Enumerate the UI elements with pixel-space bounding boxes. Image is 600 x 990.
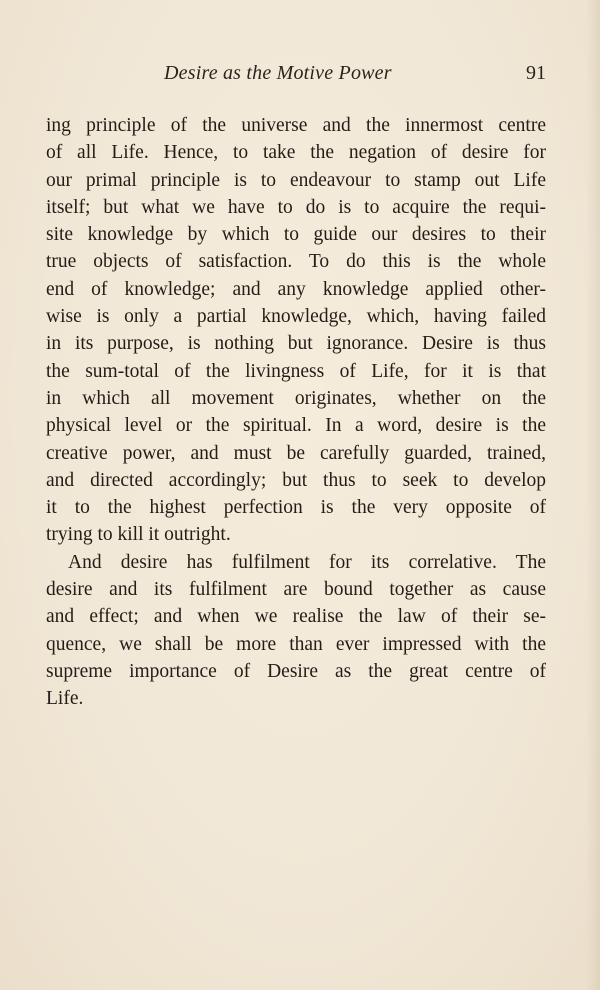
running-head	[46, 62, 546, 90]
page-edge-shadow	[586, 0, 600, 990]
text-line: quence, we shall be more than ever impressed with the	[46, 633, 546, 655]
text-line: the sum-total of the livingness of Life, for it is that	[46, 360, 546, 382]
text-line: of all Life. Hence, to take the negation of desire for	[46, 142, 546, 164]
text-line: wise is only a partial knowledge, which, having failed	[46, 306, 546, 328]
text-line: site knowledge by which to guide our desires to their	[46, 224, 546, 246]
text-line: in which all movement originates, whether on the	[46, 387, 546, 409]
page-number: 91	[526, 62, 546, 84]
text-line: itself; but what we have to do is to acquire the requi-	[46, 196, 546, 218]
text-line: ing principle of the universe and the innermost centre	[46, 115, 546, 136]
text-line: and effect; and when we realise the law of their se-	[46, 606, 546, 628]
text-line: creative power, and must be carefully guarded, trained,	[46, 442, 546, 464]
body-text	[46, 112, 546, 713]
paragraph-end-line: trying to kill it outright.	[46, 524, 231, 546]
text-line: desire and its fulfilment are bound together as cause	[46, 579, 546, 601]
text-line: end of knowledge; and any knowledge applied other-	[46, 278, 546, 300]
text-line: true objects of satisfaction. To do this is the whole	[46, 251, 546, 273]
running-title: Desire as the Motive Power	[164, 62, 392, 84]
paragraph-start-line: And desire has fulfilment for its correlative. The	[68, 551, 546, 573]
text-line: physical level or the spiritual. In a word, desire is the	[46, 415, 546, 437]
text-line: it to the highest perfection is the very opposite of	[46, 497, 546, 519]
text-line: supreme importance of Desire as the great centre of	[46, 660, 546, 682]
text-line: and directed accordingly; but thus to seek to develop	[46, 469, 546, 491]
paragraph-end-line: Life.	[46, 688, 84, 710]
text-line: in its purpose, is nothing but ignorance. Desire is thus	[46, 333, 546, 355]
text-line: our primal principle is to endeavour to stamp out Life	[46, 169, 546, 191]
